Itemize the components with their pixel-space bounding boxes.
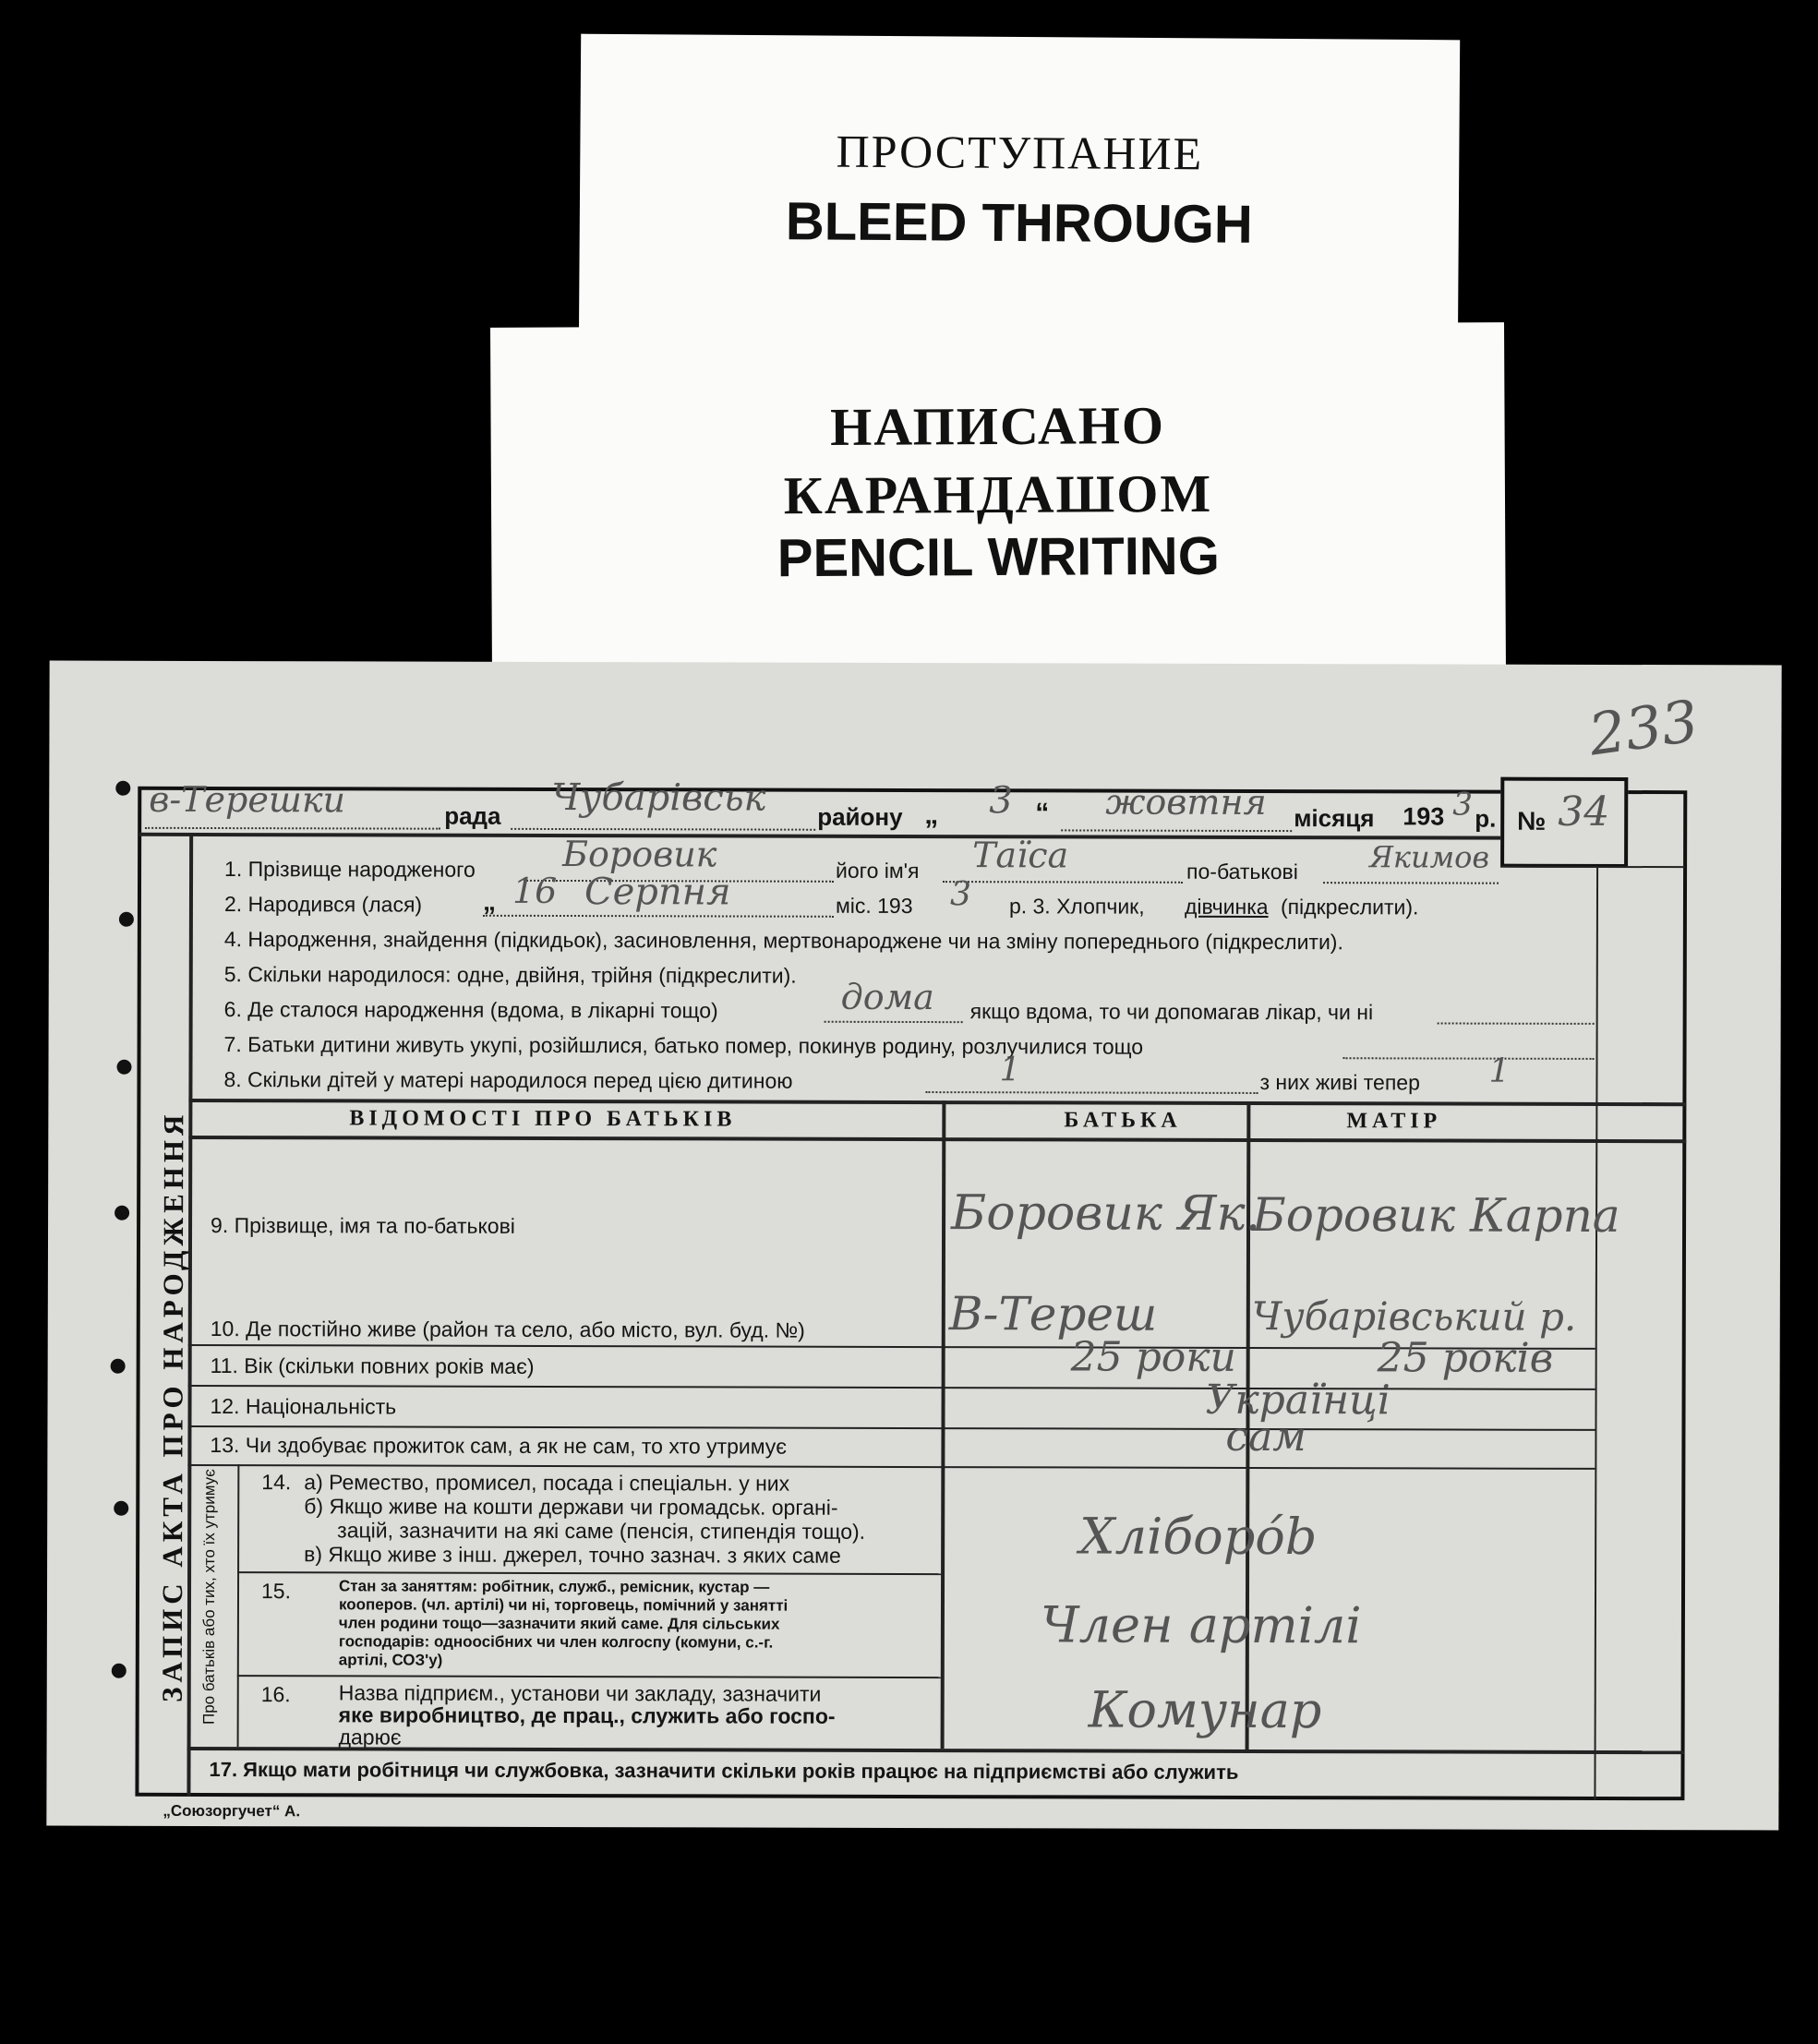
- year-suffix: р.: [1475, 804, 1497, 833]
- line1-surname-label: 1. Прізвище народженого: [224, 857, 476, 882]
- line6-value: дома: [840, 976, 934, 1018]
- row14a-label: а) Ремество, промисел, посада і спеціальн. у них: [304, 1470, 790, 1496]
- line6-doctor-label: якщо вдома, то чи допомагав лікар, чи ні: [969, 999, 1374, 1025]
- punch-hole: [114, 1501, 128, 1516]
- form-side-title-text: ЗАПИС АКТА ПРО НАРОДЖЕННЯ: [155, 1110, 190, 1702]
- row17-label: 17. Якщо мати робітниця чи службовка, зазначити скільки років працює на підприємстві або служить: [209, 1758, 1239, 1784]
- record-number-box: [1500, 777, 1628, 868]
- day-value: 3: [989, 779, 1013, 823]
- row16-number: 16.: [260, 1682, 291, 1707]
- line6-label: 6. Де сталося народження (вдома, в лікарні тощо): [223, 997, 718, 1023]
- row15-label-1: Стан за заняттям: робітник, служб., ремісник, кустар —: [339, 1577, 770, 1596]
- line1-name-label: його ім'я: [836, 858, 920, 884]
- line2-day-value: 16: [512, 870, 558, 911]
- line1-patronymic-label: по-батькові: [1186, 859, 1298, 884]
- year-value: 3: [1452, 786, 1473, 824]
- row13-value: сам: [1225, 1413, 1306, 1461]
- parents-heading: ВІДОМОСТІ ПРО БАТЬКІВ: [349, 1106, 737, 1132]
- row14b-label-1: б) Якщо живе на кошти держави чи громадськ. органі-: [304, 1494, 838, 1520]
- printer-mark: „Союзоргучет“ А.: [163, 1801, 301, 1821]
- bleed-through-ru: ПРОСТУПАНИЕ: [836, 125, 1204, 180]
- record-number-value: 34: [1558, 788, 1610, 836]
- birth-record-sheet: [46, 661, 1781, 1831]
- row10-label: 10. Де постійно живе (район та село, або місто, вул. буд. №): [210, 1317, 805, 1342]
- line1-surname-value: Боровик: [562, 834, 717, 875]
- line2-quote: „: [482, 886, 497, 916]
- parents-side-note-text: Про батьків або тих, хто їх утримує: [199, 1469, 219, 1725]
- punch-hole: [115, 781, 130, 796]
- row15-number: 15.: [260, 1579, 292, 1604]
- line4-text: 4. Народження, знайдення (підкидьок), засиновлення, мертвонароджене чи на зміну попереднього (підкреслити).: [223, 927, 1343, 955]
- row9-father: Боровик Як.: [951, 1185, 1261, 1242]
- line6-dots: [825, 1021, 963, 1023]
- raion-label: району: [817, 802, 903, 831]
- archive-page-number: 233: [1584, 687, 1703, 769]
- row14-number: 14.: [261, 1470, 292, 1495]
- row9-mother: Боровик Карпа: [1252, 1187, 1620, 1244]
- punch-hole: [119, 912, 134, 927]
- row10-father: В-Тереш: [948, 1287, 1158, 1341]
- row11-label: 11. Вік (скільки повних років має): [210, 1353, 535, 1378]
- row10-mother: Чубарівський р.: [1251, 1293, 1577, 1340]
- punch-hole: [114, 1206, 129, 1220]
- pencil-writing-notice: [490, 322, 1506, 679]
- line5-text: 5. Скільки народилося: одне, двійня, трійня (підкреслити).: [223, 962, 797, 988]
- punch-hole: [112, 1664, 126, 1678]
- row14-value: Хліборób: [1079, 1507, 1318, 1567]
- row16-label-1: Назва підприєм., установи чи закладу, зазначити: [338, 1680, 822, 1706]
- pencil-writing-ru-2: КАРАНДАШОМ: [783, 463, 1213, 526]
- line8-label: 8. Скільки дітей у матері народилося перед цією дитиною: [223, 1067, 793, 1093]
- mother-column-heading: МАТІР: [1346, 1109, 1442, 1134]
- line6-dots-2: [1438, 1022, 1595, 1024]
- raion-value: Чубарівськ: [551, 776, 766, 820]
- father-column-heading: БАТЬКА: [1064, 1108, 1182, 1133]
- month-label: місяця: [1294, 804, 1375, 833]
- line8-value: 1: [999, 1051, 1021, 1089]
- punch-hole: [111, 1359, 126, 1374]
- day-quote-open: „: [924, 800, 939, 831]
- row15-value: Член артілі: [1040, 1595, 1362, 1655]
- row15-label-2: кооперов. (чл. артілі) чи ні, торговець, помічний у занятті: [338, 1595, 789, 1615]
- line1-name-value: Таїса: [972, 835, 1069, 876]
- line2-underline-note: (підкреслити).: [1280, 895, 1419, 920]
- row14c-label: в) Якщо живе з інш. джерел, точно зазнач. з яких саме: [304, 1542, 841, 1568]
- row15-label-5: артілі, СОЗ'у): [338, 1651, 443, 1669]
- row15-label-3: член родини тощо—зазначити який саме. Для сільських: [338, 1614, 780, 1633]
- row11-mother: 25 років: [1377, 1334, 1554, 1382]
- row12-label: 12. Національність: [210, 1394, 397, 1419]
- row13-label: 13. Чи здобуває прожиток сам, а як не сам, то хто утримує: [210, 1433, 788, 1459]
- row11-father: 25 роки: [1070, 1333, 1237, 1381]
- line1-patronymic-value: Якимов: [1369, 839, 1490, 875]
- record-number-label: №: [1517, 806, 1547, 836]
- month-value: жовтня: [1105, 781, 1267, 823]
- row15-label-4: господарів: одноосібних чи член колгоспу (комуни, с.-г.: [338, 1632, 774, 1652]
- rada-value: в-Терешки: [149, 778, 346, 821]
- pencil-writing-en: PENCIL WRITING: [777, 525, 1221, 589]
- line8-alive-label: з них живі тепер: [1259, 1069, 1420, 1095]
- day-quote-close: “: [1035, 798, 1050, 829]
- punch-hole: [116, 1060, 131, 1075]
- pencil-writing-ru-1: НАПИСАНО: [829, 395, 1166, 457]
- line2-month-label: міс. 193: [835, 893, 913, 918]
- line7-text: 7. Батьки дитини живуть укупі, розійшлися, батько помер, покинув родину, розлучилися тощо: [223, 1032, 1144, 1059]
- row16-label-2: яке виробництво, де прац., служить або госпо-: [338, 1702, 836, 1728]
- line2-month-value: Серпня: [584, 871, 731, 914]
- line8-alive-value: 1: [1488, 1052, 1511, 1090]
- bleed-through-en: BLEED THROUGH: [785, 191, 1253, 255]
- line2-boy-label: р. 3. Хлопчик,: [1008, 894, 1145, 919]
- row16-value: Комунар: [1088, 1680, 1322, 1740]
- row12-value: Українці: [1205, 1376, 1391, 1425]
- line2-girl-label: дівчинка: [1184, 894, 1269, 920]
- year-prefix: 193: [1403, 802, 1445, 831]
- rada-label: рада: [444, 801, 501, 830]
- row16-label-3: дарює: [338, 1725, 402, 1749]
- row9-label: 9. Прізвище, імя та по-батькові: [211, 1213, 515, 1238]
- bleed-through-notice: [579, 34, 1460, 366]
- line2-year-value: 3: [949, 875, 971, 914]
- row14b-label-2: зацій, зазначити на які саме (пенсія, стипендія тощо).: [337, 1518, 866, 1544]
- line2-born-label: 2. Народився (лася): [223, 892, 423, 917]
